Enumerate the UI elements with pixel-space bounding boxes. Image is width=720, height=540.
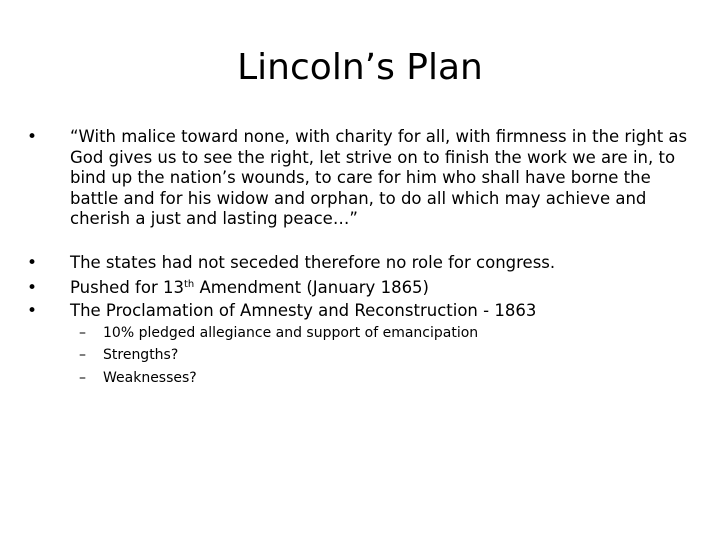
sub-item-weaknesses: Weaknesses? xyxy=(103,370,197,386)
bullet-marker: • xyxy=(27,278,38,298)
sub-item-strengths: Strengths? xyxy=(103,347,179,363)
bullet-13th-amendment xyxy=(70,278,698,299)
sub-bullet-dash: – xyxy=(79,325,86,341)
amendment-superscript: th xyxy=(183,279,195,290)
bullet-proclamation: The Proclamation of Amnesty and Reconstruction - 1863 xyxy=(70,301,537,320)
slide-title: Lincoln’s Plan xyxy=(237,47,483,88)
bullet-lincoln-quote: “With malice toward none, with charity for all, with firmness in the right as God gives us to see the right, let strive on to finish the work we are in, to bind up the nation’s wounds, to care for him who shall have borne the battle and for his widow and orphan, to do all which may achieve and cherish a just and lasting peace…” xyxy=(70,127,688,228)
bullet-marker: • xyxy=(27,301,38,321)
amendment-text-after: Amendment (January 1865) xyxy=(194,278,429,297)
sub-bullet-dash: – xyxy=(79,347,86,363)
amendment-text-before: Pushed for 13 xyxy=(70,278,184,297)
sub-item-ten-percent: 10% pledged allegiance and support of emancipation xyxy=(103,325,479,341)
bullet-marker: • xyxy=(27,253,38,273)
bullet-marker: • xyxy=(27,127,38,147)
sub-bullet-dash: – xyxy=(79,370,86,386)
bullet-states-not-seceded: The states had not seceded therefore no role for congress. xyxy=(70,253,556,272)
